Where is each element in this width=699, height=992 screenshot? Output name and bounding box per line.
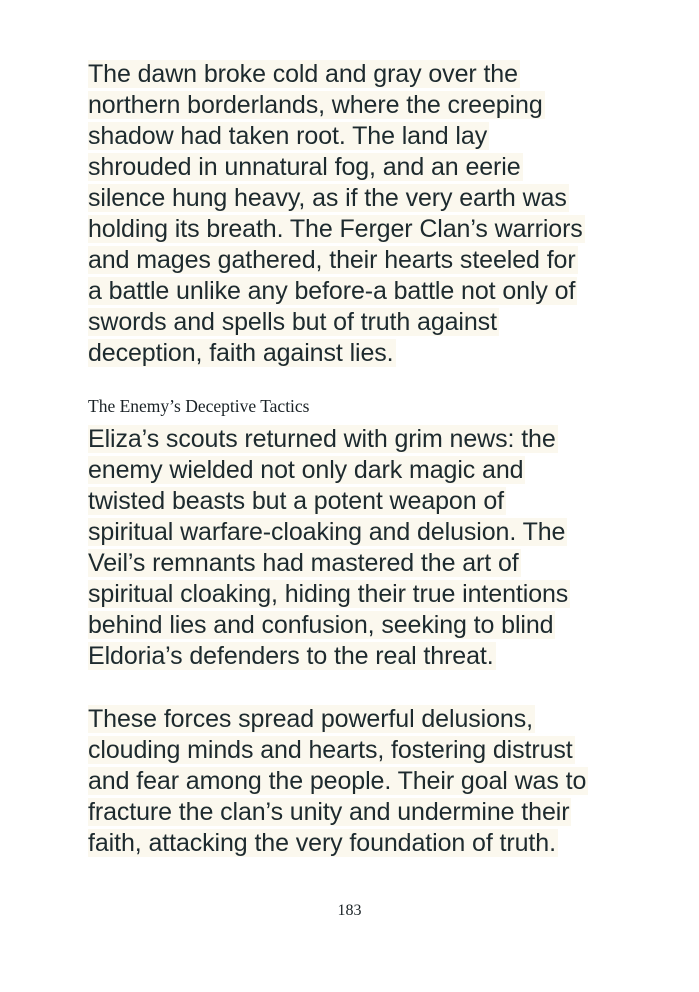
line-text: swords and spells but of truth against <box>88 308 497 336</box>
paragraph-line <box>88 90 628 121</box>
line-text: enemy wielded not only dark magic and <box>88 456 524 484</box>
paragraph-line <box>88 548 628 579</box>
line-text: clouding minds and hearts, fostering distrust <box>88 736 573 764</box>
line-text: northern borderlands, where the creeping <box>88 91 543 119</box>
paragraph-line <box>88 828 628 859</box>
paragraph-line <box>88 610 628 641</box>
line-text: shadow had taken root. The land lay <box>88 122 488 150</box>
paragraph-line <box>88 735 628 766</box>
line-text: Veil’s remnants had mastered the art of <box>88 549 519 577</box>
line-text: spiritual cloaking, hiding their true intentions <box>88 580 569 608</box>
line-text: and mages gathered, their hearts steeled for <box>88 246 576 274</box>
paragraph-line <box>88 59 628 90</box>
paragraph-line <box>88 424 628 455</box>
paragraph-line <box>88 152 628 183</box>
page-number: 183 <box>337 902 362 919</box>
line-text: spiritual warfare-cloaking and delusion. The <box>88 518 566 546</box>
paragraph-line <box>88 579 628 610</box>
line-text: twisted beasts but a potent weapon of <box>88 487 505 515</box>
line-text: These forces spread powerful delusions, <box>88 705 533 733</box>
line-text: faith, attacking the very foundation of truth. <box>88 829 556 857</box>
line-text: behind lies and confusion, seeking to blind <box>88 611 554 639</box>
paragraph-scouts <box>88 424 628 672</box>
line-text: The dawn broke cold and gray over the <box>88 60 518 88</box>
paragraph-line <box>88 121 628 152</box>
paragraph-line <box>88 766 628 797</box>
paragraph-line <box>88 517 628 548</box>
paragraph-line <box>88 276 628 307</box>
line-text: Eliza’s scouts returned with grim news: the <box>88 425 556 453</box>
paragraph-opening <box>88 59 628 369</box>
line-text: a battle unlike any before-a battle not only of <box>88 277 576 305</box>
paragraph-line <box>88 214 628 245</box>
paragraph-line <box>88 245 628 276</box>
paragraph-line <box>88 455 628 486</box>
section-heading: The Enemy’s Deceptive Tactics <box>88 396 310 416</box>
line-text: fracture the clan’s unity and undermine their <box>88 798 570 826</box>
line-text: shrouded in unnatural fog, and an eerie <box>88 153 521 181</box>
line-text: and fear among the people. Their goal was to <box>88 767 587 795</box>
paragraph-line <box>88 704 628 735</box>
paragraph-delusions <box>88 704 628 859</box>
line-text: Eldoria’s defenders to the real threat. <box>88 642 494 670</box>
paragraph-line <box>88 183 628 214</box>
paragraph-line <box>88 797 628 828</box>
line-text: holding its breath. The Ferger Clan’s warriors <box>88 215 583 243</box>
paragraph-line <box>88 641 628 672</box>
paragraph-line <box>88 486 628 517</box>
line-text: deception, faith against lies. <box>88 339 394 367</box>
paragraph-line <box>88 338 628 369</box>
paragraph-line <box>88 307 628 338</box>
line-text: silence hung heavy, as if the very earth was <box>88 184 567 212</box>
